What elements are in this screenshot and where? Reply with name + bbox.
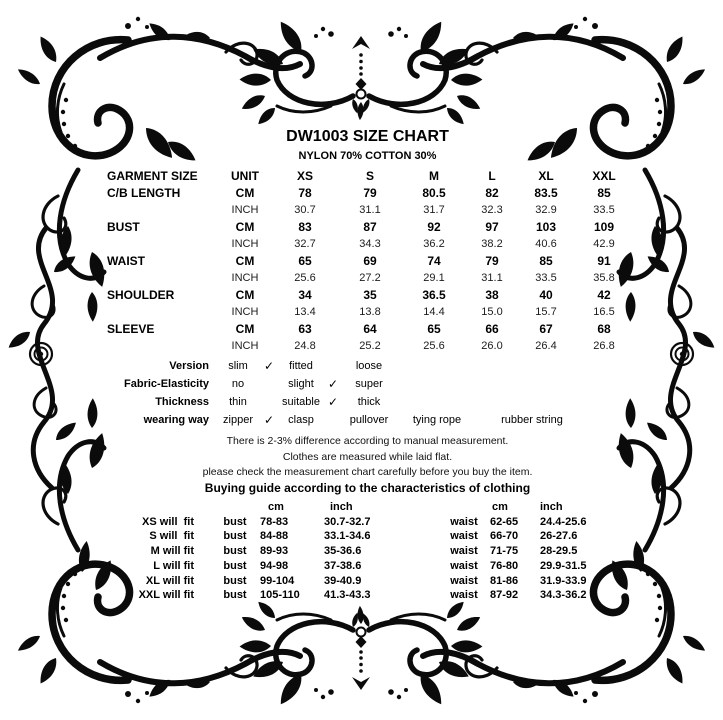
size-row-label: SHOULDER [107,288,175,302]
attribute-option: suitable [282,396,320,408]
size-row-unit: INCH [231,272,259,284]
attribute-label: Fabric-Elasticity [124,378,209,390]
size-value: 31.7 [423,204,445,216]
size-table-header: XS [296,169,313,183]
size-value: 85 [597,186,611,200]
guide-header-inch: inch [330,501,353,513]
size-value: 36.2 [423,238,445,250]
size-row-unit: CM [235,220,255,234]
guide-bust-label: bust [223,574,247,587]
size-value: 33.5 [535,272,557,284]
size-value: 82 [485,186,499,200]
guide-waist-inch: 26-27.6 [540,530,578,543]
size-row-unit: INCH [231,340,259,352]
note-line: please check the measurement chart carefully before you buy the item. [202,466,533,478]
spacer [194,515,212,530]
guide-bust-cm: 84-88 [260,530,289,543]
guide-bust-label: bust [223,530,247,543]
size-row-label: BUST [107,220,140,234]
attributes-block [100,357,587,429]
attribute-label: Thickness [155,396,209,408]
guide-bust-inch: 30.7-32.7 [324,515,371,528]
size-value: 91 [597,254,611,268]
guide-bust-inch: 37-38.6 [324,559,362,572]
size-value: 42.9 [593,238,615,250]
size-value: 32.3 [481,204,503,216]
size-row-label: SLEEVE [107,322,155,336]
size-row-label: C/B LENGTH [107,186,181,200]
size-row-unit: INCH [231,306,259,318]
checkmark [325,357,341,375]
spacer [418,574,440,589]
guide-waist-cm: 81-86 [490,574,519,587]
size-value: 34.3 [359,238,381,250]
guide-size-label: M will fit [150,545,194,558]
spacer [418,515,440,530]
size-row-label: WAIST [107,254,145,268]
size-value: 35.8 [593,272,615,284]
spacer [194,544,212,559]
size-value: 40.6 [535,238,557,250]
attribute-option: no [231,378,245,390]
size-value: 31.1 [359,204,381,216]
guide-header-cm: cm [492,501,508,513]
size-value: 42 [597,288,611,302]
note-line: Clothes are measured while laid flat. [282,450,453,463]
size-row-unit: INCH [231,238,259,250]
attribute-option: rubber string [501,414,563,426]
guide-waist-inch: 29.9-31.5 [540,559,587,572]
guide-size-label: XXL will fit [138,589,194,602]
size-value: 69 [363,254,377,268]
attribute-option: thin [229,396,247,408]
spacer [194,500,212,515]
size-value: 63 [298,322,312,336]
attribute-label: wearing way [143,414,209,426]
attribute-option: slim [228,360,248,372]
size-value: 25.2 [359,340,381,352]
size-value: 79 [485,254,499,268]
attribute-option: fitted [289,360,313,372]
buying-guide-title: Buying guide according to the characteristics of clothing [204,481,531,495]
size-value: 65 [298,254,312,268]
spacer [418,588,440,603]
size-value: 92 [427,220,441,234]
size-value: 26.8 [593,340,615,352]
size-row-label [100,338,218,355]
guide-bust-inch: 35-36.6 [324,545,362,558]
spacer [418,529,440,544]
spacer [212,500,258,515]
checkmark [325,411,341,429]
checkmark: ✓ [263,359,275,373]
buying-guide-table [128,500,618,603]
guide-waist-inch: 24.4-25.6 [540,515,587,528]
size-table-header: S [365,169,374,183]
spacer [194,529,212,544]
size-value: 27.2 [359,272,381,284]
size-value: 32.7 [294,238,316,250]
guide-bust-cm: 89-93 [260,545,289,558]
size-value: 64 [363,322,377,336]
spacer [194,559,212,574]
checkmark: ✓ [263,413,275,427]
size-table-header: GARMENT SIZE [107,169,198,183]
guide-bust-label: bust [223,515,247,528]
size-row-label [100,202,218,219]
size-table-header: XXL [592,169,616,183]
guide-waist-cm: 66-70 [490,530,519,543]
size-value: 24.8 [294,340,316,352]
size-value: 80.5 [422,186,446,200]
size-row-unit: CM [235,322,255,336]
guide-bust-label: bust [223,545,247,558]
attribute-label: Version [169,360,209,372]
guide-waist-inch: 28-29.5 [540,545,578,558]
size-value: 35 [363,288,377,302]
size-value: 33.5 [593,204,615,216]
size-value: 85 [539,254,553,268]
guide-waist-label: waist [450,574,478,587]
guide-bust-cm: 99-104 [260,574,295,587]
size-value: 13.4 [294,306,316,318]
attribute-option: slight [288,378,314,390]
spacer [418,500,440,515]
attribute-option [397,393,477,411]
size-value: 83.5 [534,186,558,200]
size-value: 15.0 [481,306,503,318]
size-value: 29.1 [423,272,445,284]
size-value: 87 [363,220,377,234]
attribute-option [477,393,587,411]
guide-size-label: XL will fit [145,574,194,587]
checkmark: ✓ [327,377,339,391]
size-value: 68 [597,322,611,336]
size-row-label [100,304,218,321]
guide-bust-cm: 105-110 [260,589,300,602]
size-value: 15.7 [535,306,557,318]
size-value: 25.6 [423,340,445,352]
size-row-unit: CM [235,186,255,200]
attribute-option: clasp [288,414,314,426]
guide-size-label: L will fit [153,559,194,572]
guide-bust-inch: 33.1-34.6 [324,530,371,543]
guide-bust-label: bust [223,559,247,572]
size-table-header: UNIT [231,169,259,183]
size-row-unit: INCH [231,204,259,216]
size-value: 13.8 [359,306,381,318]
spacer [440,500,488,515]
size-value: 26.4 [535,340,557,352]
attribute-option: super [355,378,383,390]
attribute-option [477,375,587,393]
size-value: 34 [298,288,312,302]
size-value: 26.0 [481,340,503,352]
guide-waist-cm: 62-65 [490,515,519,528]
spacer [194,588,212,603]
size-value: 30.7 [294,204,316,216]
guide-waist-label: waist [450,515,478,528]
size-value: 25.6 [294,272,316,284]
size-value: 40 [539,288,553,302]
guide-waist-label: waist [450,530,478,543]
attribute-option: thick [357,396,381,408]
spacer [418,544,440,559]
guide-bust-inch: 39-40.9 [324,574,362,587]
size-value: 79 [363,186,377,200]
size-value: 103 [535,220,557,234]
size-value: 78 [298,186,312,200]
size-value: 67 [539,322,553,336]
guide-size-label: XS will fit [142,515,194,528]
spacer [128,500,194,515]
size-value: 83 [298,220,312,234]
attribute-option: pullover [349,414,389,426]
attribute-option [477,357,587,375]
guide-waist-cm: 87-92 [490,589,519,602]
size-table-header: XL [538,169,554,183]
size-row-unit: CM [235,254,255,268]
guide-waist-cm: 76-80 [490,559,519,572]
size-value: 66 [485,322,499,336]
checkmark: ✓ [327,395,339,409]
size-value: 16.5 [593,306,615,318]
spacer [418,559,440,574]
size-value: 38.2 [481,238,503,250]
guide-waist-label: waist [450,559,478,572]
size-value: 32.9 [535,204,557,216]
attribute-option [397,375,477,393]
size-value: 74 [427,254,441,268]
guide-bust-inch: 41.3-43.3 [324,589,371,602]
size-value: 36.5 [422,288,446,302]
size-value: 38 [485,288,499,302]
size-table-header: L [488,169,496,183]
checkmark [261,375,277,393]
size-table [100,168,634,355]
guide-bust-label: bust [223,589,247,602]
guide-waist-inch: 31.9-33.9 [540,574,587,587]
measurement-notes [6,434,723,481]
guide-waist-inch: 34.3-36.2 [540,589,587,602]
size-row-label [100,270,218,287]
size-value: 109 [593,220,615,234]
guide-size-label: S will fit [149,530,194,543]
size-value: 97 [485,220,499,234]
size-row-unit: CM [235,288,255,302]
spacer [194,574,212,589]
note-line: There is 2-3% difference according to manual measurement. [226,435,509,447]
attribute-option [397,357,477,375]
guide-waist-label: waist [450,589,478,602]
size-value: 31.1 [481,272,503,284]
guide-header-inch: inch [540,501,563,513]
guide-bust-cm: 78-83 [260,515,289,528]
guide-bust-cm: 94-98 [260,559,289,572]
attribute-option: zipper [223,414,253,426]
attribute-option: tying rope [412,414,462,426]
guide-waist-label: waist [450,545,478,558]
attribute-option: loose [355,360,383,372]
guide-header-cm: cm [268,501,284,513]
checkmark [261,393,277,411]
size-table-header: M [429,169,439,183]
size-value: 65 [427,322,441,336]
size-value: 14.4 [423,306,445,318]
fabric-composition: NYLON 70% COTTON 30% [298,150,437,162]
page-title: DW1003 SIZE CHART [286,128,449,145]
guide-waist-cm: 71-75 [490,545,519,558]
size-row-label [100,236,218,253]
